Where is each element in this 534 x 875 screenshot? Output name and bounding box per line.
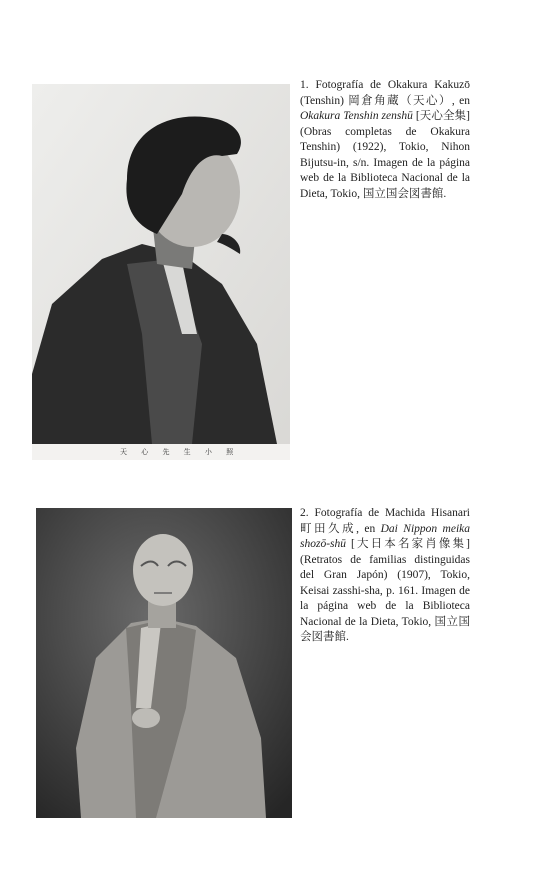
figure-1-caption bbox=[300, 78, 470, 202]
figure-2-number: 2. bbox=[300, 507, 309, 519]
figure-2-caption-part-1: Fotografía de Machida Hisanari 町田久成, en bbox=[300, 507, 471, 535]
figure-1-caption-title: Okakura Tenshin zenshū bbox=[300, 110, 413, 122]
figure-2-photo bbox=[36, 508, 292, 818]
plate-inscription: 天 心 先 生 小 照 bbox=[120, 448, 240, 456]
figure-2-caption-part-2: [大日本名家肖像集] (Retratos de familias distinguidas del Gran Japón) (1907), Tokio, Keisai zasshi-sha, p. 161. Imagen de la página web de la Biblioteca Nacional de la Dieta, Tokio, 国立国会図書館. bbox=[300, 538, 470, 643]
figure-1-caption-part-1: Fotografía de Okakura Kakuzō (Tenshin) 岡倉角蔵（天心）, en bbox=[300, 79, 470, 107]
okakura-portrait-image bbox=[32, 84, 290, 460]
machida-portrait-image bbox=[36, 508, 292, 818]
figure-1-caption-part-2: [天心全集] (Obras completas de Okakura Tenshin) (1922), Tokio, Nihon Bijutsu-in, s/n. Imagen de la página web de la Biblioteca Nacional de la Dieta, Tokio, 国立国会図書館. bbox=[300, 110, 470, 200]
figure-1-number: 1. bbox=[300, 79, 309, 91]
figure-2-caption-title: Dai Nippon meika shozō-shū bbox=[300, 522, 470, 550]
figure-2-caption bbox=[300, 506, 470, 646]
figure-1-photo bbox=[32, 84, 290, 460]
